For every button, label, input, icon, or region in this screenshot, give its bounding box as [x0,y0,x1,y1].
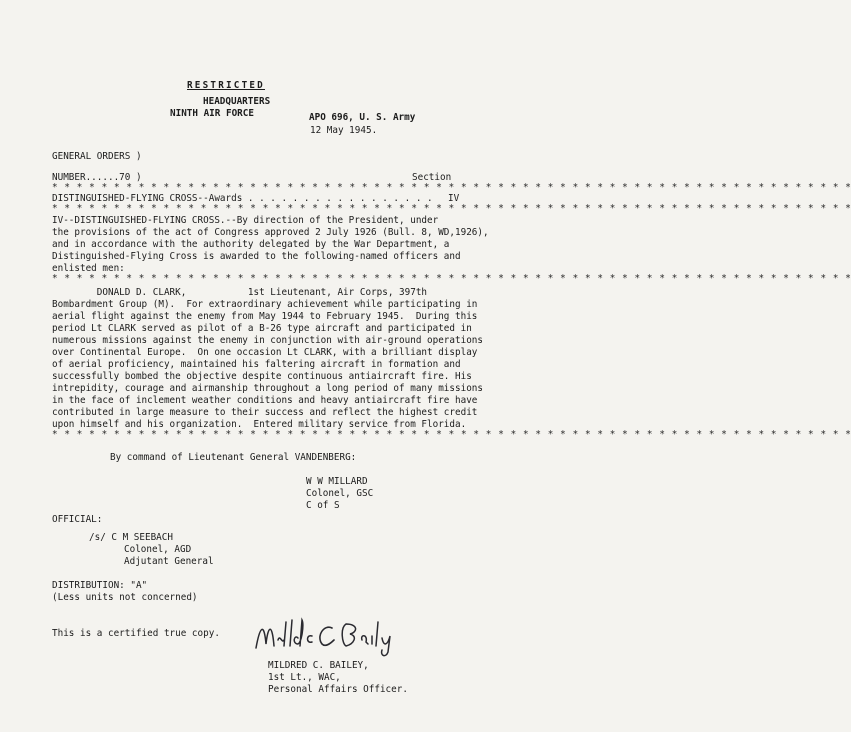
signer-name: W W MILLARD [306,476,368,487]
certifier-title: Personal Affairs Officer. [268,684,408,695]
star-divider: * * * * * * * * * * * * * * * * * * * * * * * * * * * * * * * * * * * * * * * * * * * * * * * * * * * * * * * * * * * * * * * * * [52,429,851,440]
intro-line: enlisted men: [52,263,125,274]
citation-line: over Continental Europe. On one occasion Lt CLARK, with a brilliant display [52,347,478,358]
command-line: By command of Lieutenant General VANDENBERG: [110,452,357,463]
citation-line: aerial flight against the enemy from May 1944 to February 1945. During this [52,311,478,322]
classification-marking: RESTRICTED [187,80,265,91]
citation-line: successfully bombed the objective despite continuous antiaircraft fire. His [52,371,472,382]
official-signed: /s/ C M SEEBACH [89,532,173,543]
toc-entry: DISTINGUISHED-FLYING CROSS--Awards . . . . . . . . . . . . . . . . . [52,193,433,204]
citation-line: period Lt CLARK served as pilot of a B-26 type aircraft and participated in [52,323,472,334]
citation-line: Bombardment Group (M). For extraordinary achievement while participating in [52,299,478,310]
distribution-note: (Less units not concerned) [52,592,198,603]
star-divider: * * * * * * * * * * * * * * * * * * * * * * * * * * * * * * * * * * * * * * * * * * * * * * * * * * * * * * * * * * * * * * * * * [52,203,851,214]
intro-line: Distinguished-Flying Cross is awarded to the following-named officers and [52,251,461,262]
citation-line: of aerial proficiency, maintained his faltering aircraft in formation and [52,359,461,370]
handwritten-signature [250,614,420,660]
apo-address: APO 696, U. S. Army [309,112,416,123]
intro-line: and in accordance with the authority delegated by the War Department, a [52,239,450,250]
citation-line: intrepidity, courage and airmanship throughout a long period of many missions [52,383,483,394]
official-title: Adjutant General [124,556,214,567]
star-divider: * * * * * * * * * * * * * * * * * * * * * * * * * * * * * * * * * * * * * * * * * * * * * * * * * * * * * * * * * * * * * * * * * [52,273,851,284]
star-divider: * * * * * * * * * * * * * * * * * * * * * * * * * * * * * * * * * * * * * * * * * * * * * * * * * * * * * * * * * * * * * * * * * [52,182,851,193]
citation-line: numerous missions against the enemy in conjunction with air-ground operations [52,335,483,346]
certifier-name: MILDRED C. BAILEY, [268,660,369,671]
signer-rank: Colonel, GSC [306,488,374,499]
intro-line: the provisions of the act of Congress approved 2 July 1926 (Bull. 8, WD,1926), [52,227,489,238]
official-rank: Colonel, AGD [124,544,192,555]
toc-section-number: IV [448,193,460,204]
section-label: Section [412,172,452,183]
certifier-rank: 1st Lt., WAC, [268,672,341,683]
unit-name: NINTH AIR FORCE [170,108,254,119]
citation-line: DONALD D. CLARK, 1st Lieutenant, Air Corps, 397th [52,287,428,298]
citation-line: in the face of inclement weather conditions and heavy antiaircraft fire have [52,395,478,406]
intro-line: IV--DISTINGUISHED-FLYING CROSS.--By direction of the President, under [52,215,439,226]
signer-title: C of S [306,500,340,511]
general-orders-label: GENERAL ORDERS ) [52,151,142,162]
certification-text: This is a certified true copy. [52,628,220,639]
official-label: OFFICIAL: [52,514,103,525]
document-date: 12 May 1945. [310,125,378,136]
citation-line: upon himself and his organization. Entered military service from Florida. [52,419,467,430]
distribution-line: DISTRIBUTION: "A" [52,580,148,591]
citation-line: contributed in large measure to their success and reflect the highest credit [52,407,478,418]
order-number: NUMBER......70 ) [52,172,142,183]
headquarters-line: HEADQUARTERS [203,96,271,107]
